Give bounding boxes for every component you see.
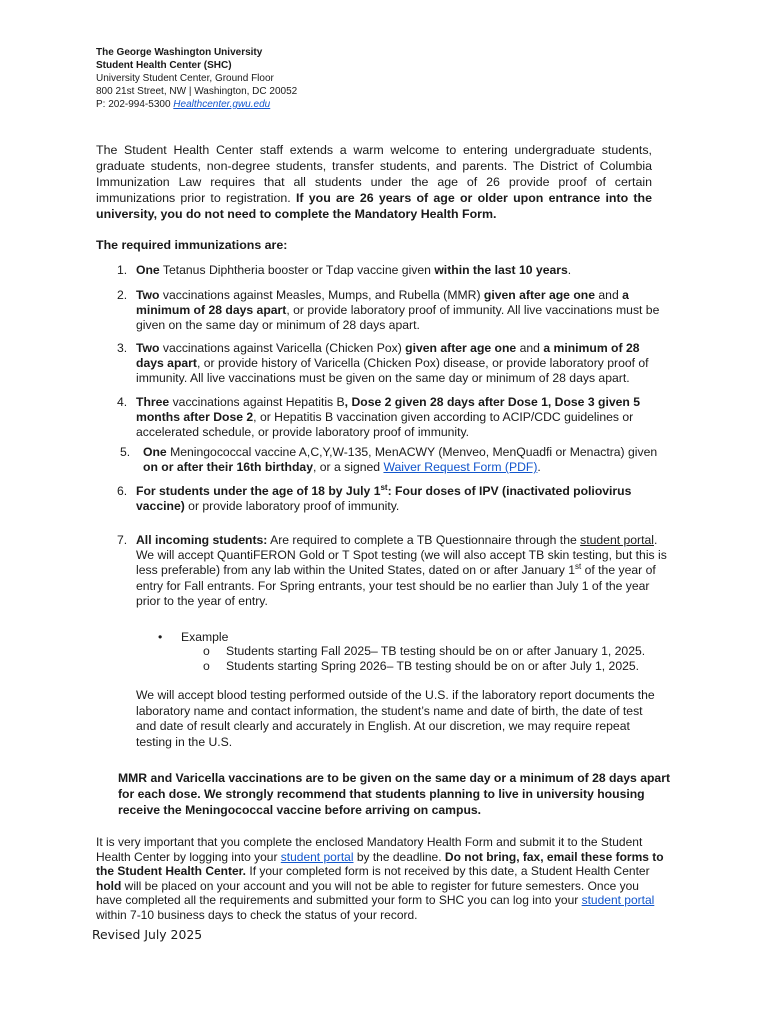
item-text-part: , or a signed <box>312 460 384 475</box>
center-name: Student Health Center (SHC) <box>96 60 232 71</box>
blood-testing-paragraph: We will accept blood testing performed outside of the U.S. if the laboratory report documents the laboratory name and contact information, the student’s name and date of birth, the date of test and date of result clearly and accurately in English. At our discretion, we may require repeat testing in the U.S. <box>136 688 655 749</box>
item-number: 1. <box>117 263 128 277</box>
item-text-part: and <box>595 288 623 302</box>
item-number: 7. <box>117 533 128 547</box>
intro-text: The Student Health Center staff extends a warm welcome to entering undergraduate students, graduate students, non-degree students, transfer students, and parents. The District of Columbia Immunization Law requires that all students under the age of 26 provide proof of certain immunizations prior to registration. <box>96 143 652 205</box>
waiver-form-link[interactable]: Waiver Request Form (PDF) <box>383 460 538 475</box>
item-text-part: Are required to complete a TB Questionnaire through the <box>267 533 581 547</box>
item-text <box>136 341 668 387</box>
closing-text: by the deadline. <box>353 849 445 864</box>
address-line: University Student Center, Ground Floor <box>96 73 274 84</box>
item-text <box>136 484 668 514</box>
item-text-bold: Three <box>136 395 170 409</box>
item-text-part: vaccinations against Measles, Mumps, and Rubella (MMR) <box>159 288 484 302</box>
item-text-bold: given after age one <box>483 288 595 302</box>
student-portal-link[interactable]: student portal <box>280 849 354 864</box>
student-portal-link[interactable]: student portal <box>580 533 654 547</box>
item-number: 2. <box>117 288 128 302</box>
superscript: st <box>575 562 582 572</box>
item-text-bold: : Four doses of IPV (inactivated poliovirus vaccine) <box>136 484 632 514</box>
contact-line <box>96 98 297 111</box>
mmr-note: MMR and Varicella vaccinations are to be given on the same day or a minimum of 28 days apart for each dose. We strongly recommend that students planning to live in university housing receive the Meningococcal vaccine before arriving on campus. <box>118 771 671 817</box>
item-text-bold: , Dose 2 given 28 days after Dose 1, Dose 3 given 5 months after Dose 2 <box>136 395 641 425</box>
item-text <box>136 533 668 609</box>
item-text-part: of the year of entry for Fall entrants. For Spring entrants, your test should be no earlier than July 1 of the year prior to the year of entry. <box>136 563 656 608</box>
item-text-part: Meningococcal vaccine A,C,Y,W-135, MenACWY (Menveo, MenQuadfi or Menactra) given <box>166 445 658 459</box>
item-number: 3. <box>117 341 128 355</box>
example-label: Example <box>181 630 229 644</box>
closing-text: It is very important that you complete the enclosed Mandatory Health Form and submit it to the Student Health Center by logging into your <box>96 835 643 864</box>
item-text <box>136 263 668 278</box>
website-link[interactable]: Healthcenter.gwu.edu <box>173 99 271 110</box>
item-text-bold: One <box>143 445 167 459</box>
address-line: 800 21st Street, NW | Washington, DC 20052 <box>96 86 298 97</box>
item-text-bold: Two <box>136 341 160 355</box>
item-text-bold: For students under the age of 18 by July 1 <box>136 484 381 498</box>
item-text <box>136 288 668 334</box>
student-portal-link[interactable]: student portal <box>581 893 655 908</box>
item-text-bold: a minimum of 28 days apart <box>136 288 629 318</box>
item-number: 5. <box>120 445 131 459</box>
item-text-part: and <box>516 341 544 355</box>
item-text-bold: a minimum of 28 days apart <box>136 341 640 371</box>
item-text-part: vaccinations against Varicella (Chicken Pox) <box>159 341 406 355</box>
item-text-part: Tetanus Diphtheria booster or Tdap vaccine given <box>159 263 435 277</box>
bullet-marker: • <box>158 630 163 644</box>
intro-bold: If you are 26 years of age or older upon entrance into the university, you do not need to complete the Mandatory Health Form. <box>96 191 652 221</box>
item-text-part: vaccinations against Hepatitis B <box>169 395 345 409</box>
item-number: 6. <box>117 484 128 498</box>
sub-bullet-marker: o <box>203 644 210 658</box>
closing-text: If your completed form is not received by this date, a Student Health Center <box>246 864 650 879</box>
item-text-part: or provide laboratory proof of immunity. <box>184 499 400 514</box>
item-text-part: , or Hepatitis B vaccination given according to ACIP/CDC guidelines or accelerated schedule, or provide laboratory proof of immunity. <box>136 410 634 440</box>
item-text-part: , or provide laboratory proof of immunity. All live vaccinations must be given on the same day or minimum of 28 days apart. <box>136 303 660 333</box>
spring-example: Students starting Spring 2026– TB testing should be on or after July 1, 2025. <box>226 659 640 673</box>
required-heading: The required immunizations are: <box>96 238 288 252</box>
sub-bullet-marker: o <box>203 659 210 673</box>
revised-date: Revised July 2025 <box>92 927 203 942</box>
item-text-part: , or provide history of Varicella (Chicken Pox) disease, or provide laboratory proof of immunity. All live vaccinations must be given on the same day or minimum of 28 days apart. <box>136 356 649 386</box>
item-text <box>136 395 668 441</box>
item-number: 4. <box>117 395 128 409</box>
item-text <box>143 445 663 475</box>
item-text-bold: given after age one <box>405 341 517 355</box>
fall-example: Students starting Fall 2025– TB testing should be on or after January 1, 2025. <box>226 644 646 658</box>
item-text-bold: All incoming students: <box>136 533 268 547</box>
university-name: The George Washington University <box>96 47 263 58</box>
closing-text: within 7-10 business days to check the status of your record. <box>96 907 418 922</box>
item-text-part: . We will accept QuantiFERON Gold or T Spot testing (we will also accept TB skin testing, but this is less preferable) from any lab within the United States, dated on or after January 1 <box>136 533 667 578</box>
closing-bold: Do not bring, fax, email these forms to the Student Health Center. <box>96 849 664 879</box>
closing-text: will be placed on your account and you will not be able to register for future semesters. Once you have completed all the requirements and submitted your form to SHC you can log into your <box>96 878 639 908</box>
item-text-part: . <box>567 263 572 277</box>
phone: P: 202-994-5300 <box>96 99 171 110</box>
item-text-bold: on or after their 16th birthday <box>143 460 313 475</box>
item-text-part: . <box>537 460 541 475</box>
letterhead <box>96 46 297 111</box>
closing-paragraph <box>96 835 668 923</box>
intro-paragraph <box>96 142 652 222</box>
superscript: st <box>380 482 388 492</box>
item-text-bold: One <box>136 263 160 277</box>
item-text-bold: within the last 10 years <box>434 263 568 277</box>
closing-bold: hold <box>96 878 122 893</box>
item-text-bold: Two <box>136 288 160 302</box>
